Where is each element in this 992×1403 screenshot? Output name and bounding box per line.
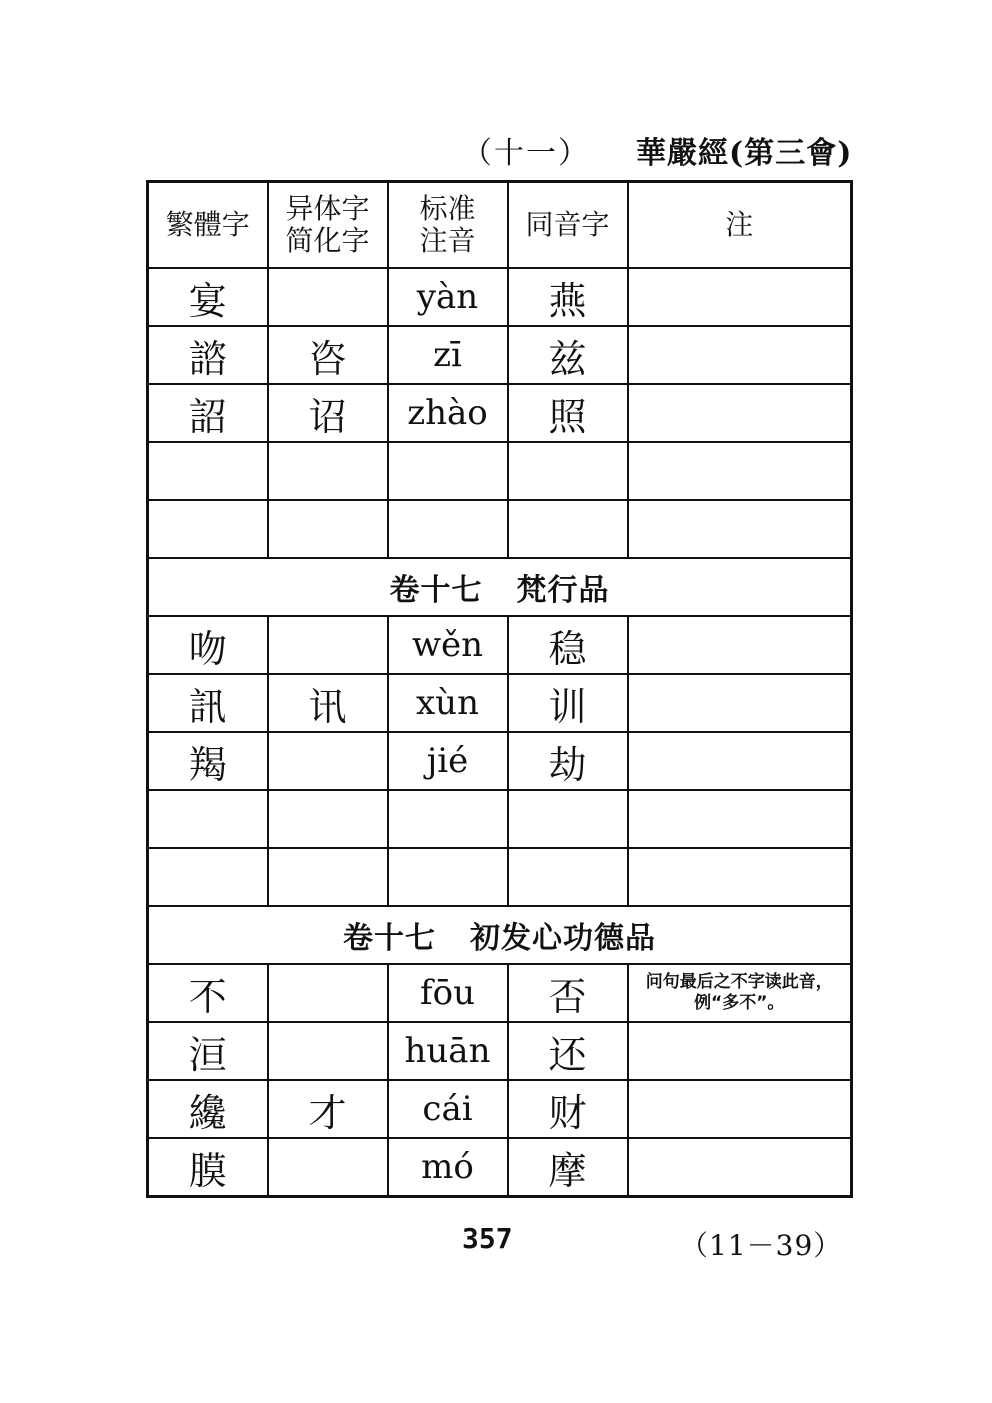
cell-homophone: 稳 bbox=[508, 616, 628, 674]
header-homophone: 同音字 bbox=[508, 182, 628, 269]
table-row bbox=[148, 674, 852, 732]
cell-note: 问句最后之不字读此音，例“多不”。 bbox=[628, 964, 852, 1022]
page-number: 357 bbox=[462, 1222, 513, 1255]
cell-note bbox=[628, 674, 852, 732]
glossary-table bbox=[146, 180, 853, 1198]
section-volume: 卷十七 bbox=[343, 921, 436, 956]
cell-simplified: 诏 bbox=[268, 384, 388, 442]
cell-simplified bbox=[268, 616, 388, 674]
cell-traditional: 訊 bbox=[148, 674, 268, 732]
cell-traditional: 諮 bbox=[148, 326, 268, 384]
section-chapter: 梵行品 bbox=[516, 573, 610, 608]
header-note: 注 bbox=[628, 182, 852, 269]
cell-homophone bbox=[508, 500, 628, 558]
section-heading-row bbox=[148, 558, 852, 616]
cell-simplified bbox=[268, 732, 388, 790]
cell-pinyin: huān bbox=[388, 1022, 508, 1080]
cell-simplified bbox=[268, 500, 388, 558]
cell-note bbox=[628, 1138, 852, 1197]
cell-simplified bbox=[268, 442, 388, 500]
cell-traditional: 洹 bbox=[148, 1022, 268, 1080]
cell-pinyin: wěn bbox=[388, 616, 508, 674]
table-row bbox=[148, 500, 852, 558]
cell-traditional bbox=[148, 500, 268, 558]
cell-note bbox=[628, 616, 852, 674]
cell-traditional bbox=[148, 848, 268, 906]
table-header-row bbox=[148, 182, 852, 269]
cell-pinyin bbox=[388, 790, 508, 848]
table-row bbox=[148, 616, 852, 674]
table-row bbox=[148, 442, 852, 500]
cell-simplified: 咨 bbox=[268, 326, 388, 384]
section-heading bbox=[148, 906, 852, 964]
section-number: （十一） bbox=[462, 136, 590, 171]
cell-simplified bbox=[268, 1138, 388, 1197]
cell-homophone bbox=[508, 848, 628, 906]
cell-traditional: 羯 bbox=[148, 732, 268, 790]
cell-traditional: 膜 bbox=[148, 1138, 268, 1197]
table-row bbox=[148, 384, 852, 442]
cell-note bbox=[628, 732, 852, 790]
book-title: 華嚴經(第三會) bbox=[636, 136, 853, 171]
cell-simplified bbox=[268, 790, 388, 848]
cell-note bbox=[628, 500, 852, 558]
cell-simplified: 讯 bbox=[268, 674, 388, 732]
cell-pinyin bbox=[388, 442, 508, 500]
cell-pinyin: cái bbox=[388, 1080, 508, 1138]
table-row bbox=[148, 326, 852, 384]
cell-homophone bbox=[508, 790, 628, 848]
cell-traditional: 宴 bbox=[148, 268, 268, 326]
table-row bbox=[148, 268, 852, 326]
cell-note bbox=[628, 326, 852, 384]
header-standard-pinyin: 标准 注音 bbox=[388, 182, 508, 269]
cell-note bbox=[628, 790, 852, 848]
cell-simplified bbox=[268, 268, 388, 326]
table-row bbox=[148, 848, 852, 906]
cell-simplified bbox=[268, 964, 388, 1022]
section-volume: 卷十七 bbox=[389, 573, 483, 608]
cell-traditional: 纔 bbox=[148, 1080, 268, 1138]
cell-simplified bbox=[268, 848, 388, 906]
cell-note bbox=[628, 384, 852, 442]
cell-homophone: 财 bbox=[508, 1080, 628, 1138]
cell-pinyin: zī bbox=[388, 326, 508, 384]
cell-homophone bbox=[508, 442, 628, 500]
cell-note bbox=[628, 268, 852, 326]
cell-pinyin: yàn bbox=[388, 268, 508, 326]
cell-pinyin: jié bbox=[388, 732, 508, 790]
table-row bbox=[148, 1022, 852, 1080]
section-heading bbox=[148, 558, 852, 616]
table-row bbox=[148, 790, 852, 848]
cell-simplified: 才 bbox=[268, 1080, 388, 1138]
section-heading-row bbox=[148, 906, 852, 964]
cell-pinyin: zhào bbox=[388, 384, 508, 442]
cell-pinyin bbox=[388, 500, 508, 558]
section-chapter: 初发心功德品 bbox=[470, 921, 656, 956]
cell-homophone: 训 bbox=[508, 674, 628, 732]
table-row bbox=[148, 964, 852, 1022]
page-header bbox=[0, 128, 992, 178]
cell-homophone: 燕 bbox=[508, 268, 628, 326]
cell-traditional bbox=[148, 790, 268, 848]
cell-traditional: 詔 bbox=[148, 384, 268, 442]
cell-traditional: 吻 bbox=[148, 616, 268, 674]
cell-homophone: 摩 bbox=[508, 1138, 628, 1197]
cell-homophone: 照 bbox=[508, 384, 628, 442]
cell-simplified bbox=[268, 1022, 388, 1080]
page-reference: （11－39） bbox=[680, 1229, 843, 1262]
cell-traditional bbox=[148, 442, 268, 500]
header-traditional: 繁體字 bbox=[148, 182, 268, 269]
header-variant-simplified: 异体字 简化字 bbox=[268, 182, 388, 269]
table-row bbox=[148, 732, 852, 790]
cell-homophone: 否 bbox=[508, 964, 628, 1022]
cell-note bbox=[628, 848, 852, 906]
cell-homophone: 劫 bbox=[508, 732, 628, 790]
cell-pinyin: fōu bbox=[388, 964, 508, 1022]
cell-note bbox=[628, 1022, 852, 1080]
cell-traditional: 不 bbox=[148, 964, 268, 1022]
cell-homophone: 兹 bbox=[508, 326, 628, 384]
cell-homophone: 还 bbox=[508, 1022, 628, 1080]
table-row bbox=[148, 1138, 852, 1197]
table-row bbox=[148, 1080, 852, 1138]
cell-note bbox=[628, 1080, 852, 1138]
cell-pinyin: mó bbox=[388, 1138, 508, 1197]
cell-pinyin: xùn bbox=[388, 674, 508, 732]
cell-pinyin bbox=[388, 848, 508, 906]
cell-note bbox=[628, 442, 852, 500]
